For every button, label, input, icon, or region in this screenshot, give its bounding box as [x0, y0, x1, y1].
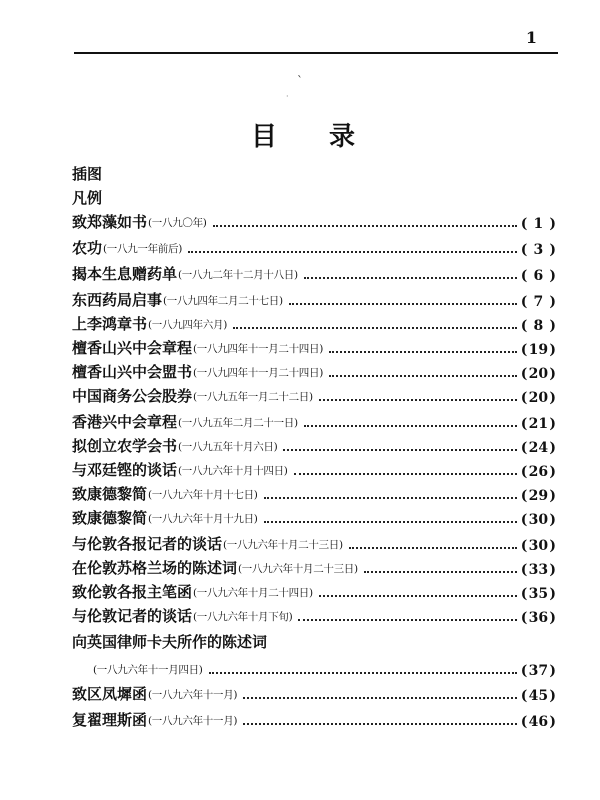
toc-entry	[72, 382, 556, 406]
page-title: 目录	[250, 122, 407, 152]
entry-date: (一八九四年六月)	[148, 319, 228, 331]
entry-page-number: (29)	[520, 488, 556, 504]
ink-speck: ˋ	[297, 74, 303, 88]
entry-page-number: ( 1 )	[520, 216, 556, 232]
entry-page-number: (19)	[520, 342, 556, 358]
entry-date: (一八九五年二月二十一日)	[178, 417, 298, 429]
entry-page-number: (46)	[520, 714, 556, 730]
entry-date: (一八九六年十月下旬)	[193, 611, 293, 623]
entry-page-number: (26)	[520, 464, 556, 480]
entry-date: (一八九五年一月二十二日)	[193, 391, 313, 403]
entry-title: 檀香山兴中会章程	[72, 339, 193, 357]
entry-date: (一八九四年二月二十七日)	[163, 295, 283, 307]
entry-date: (一八九二年十二月十八日)	[178, 269, 298, 281]
entry-title: 致区凤墀函	[72, 685, 148, 703]
leader-dots	[294, 473, 517, 475]
entry-title: 拟创立农学会书	[72, 437, 178, 455]
toc-entry	[72, 432, 556, 456]
leader-dots	[304, 277, 517, 279]
entry-title: 致郑藻如书	[72, 213, 148, 231]
toc-entry	[72, 310, 556, 334]
leader-dots	[264, 521, 517, 523]
leader-dots	[188, 251, 517, 253]
entry-page-number: (24)	[520, 440, 556, 456]
header-rule	[74, 52, 558, 54]
leader-dots	[289, 303, 517, 305]
entry-date: (一八九六年十月二十三日)	[223, 539, 343, 551]
leader-dots	[213, 225, 517, 227]
entry-page-number: ( 6 )	[520, 268, 556, 284]
leader-dots	[329, 375, 517, 377]
entry-page-number: (37)	[520, 663, 556, 679]
toc-entry	[72, 234, 556, 258]
toc-entry	[72, 680, 556, 704]
toc-entry	[72, 260, 556, 284]
entry-page-number: (45)	[520, 688, 556, 704]
entry-date: (一八九四年十一月二十四日)	[193, 343, 324, 355]
leader-dots	[209, 672, 517, 674]
leader-dots	[264, 497, 517, 499]
toc-entry	[72, 480, 556, 504]
toc-entry	[72, 706, 556, 730]
entry-date: (一八九六年十月二十三日)	[238, 563, 358, 575]
leader-dots	[243, 723, 517, 725]
toc-entry	[72, 334, 556, 358]
entry-title: 向英国律师卡夫所作的陈述词	[72, 633, 268, 651]
entry-title: 中国商务公会股券	[72, 387, 193, 405]
entry-date: (一八九六年十月十四日)	[178, 465, 288, 477]
toc-entry	[72, 628, 556, 652]
entry-title: 致伦敦各报主笔函	[72, 583, 193, 601]
leader-dots	[364, 571, 517, 573]
entry-page-number: (30)	[520, 512, 556, 528]
toc-entry	[72, 554, 556, 578]
leader-dots	[319, 595, 517, 597]
ink-speck: ·	[286, 92, 289, 101]
toc-entry	[72, 655, 556, 679]
entry-date: (一八九六年十一月)	[148, 689, 238, 701]
entry-title: 与伦敦记者的谈话	[72, 607, 193, 625]
entry-title: 农功	[72, 239, 103, 257]
entry-page-number: (36)	[520, 610, 556, 626]
page-number: 1	[525, 28, 537, 47]
entry-date: (一八九六年十一月)	[148, 715, 238, 727]
entry-date: (一八九六年十月十九日)	[148, 513, 258, 525]
entry-page-number: (20)	[520, 390, 556, 406]
entry-title: 东西药局启事	[72, 291, 163, 309]
entry-date: (一八九〇年)	[148, 217, 207, 229]
entry-title: 与邓廷铿的谈话	[72, 461, 178, 479]
entry-title: 插图	[72, 165, 103, 183]
toc-entry	[72, 286, 556, 310]
toc-entry	[72, 184, 556, 208]
entry-title: 香港兴中会章程	[72, 413, 178, 431]
leader-dots	[304, 425, 517, 427]
entry-date: (一八九六年十月十七日)	[148, 489, 258, 501]
entry-date: (一八九一年前后)	[103, 243, 183, 255]
leader-dots	[329, 351, 517, 353]
entry-page-number: (33)	[520, 562, 556, 578]
entry-page-number: ( 7 )	[520, 294, 556, 310]
entry-title: 在伦敦苏格兰场的陈述词	[72, 559, 238, 577]
toc-entry	[72, 504, 556, 528]
entry-date: (一八九五年十月六日)	[178, 441, 278, 453]
entry-date: (一八九四年十一月二十四日)	[193, 367, 324, 379]
leader-dots	[349, 547, 517, 549]
toc-entry	[72, 208, 556, 232]
entry-page-number: (20)	[520, 366, 556, 382]
entry-page-number: (30)	[520, 538, 556, 554]
entry-title: 凡例	[72, 189, 103, 207]
toc-entry	[72, 358, 556, 382]
toc-entry	[72, 578, 556, 602]
entry-page-number: ( 3 )	[520, 242, 556, 258]
entry-title: 揭本生息赠药单	[72, 265, 178, 283]
entry-page-number: (21)	[520, 416, 556, 432]
entry-title: 致康德黎简	[72, 509, 148, 527]
entry-page-number: ( 8 )	[520, 318, 556, 334]
toc-entry	[72, 408, 556, 432]
leader-dots	[319, 399, 517, 401]
entry-title: 致康德黎简	[72, 485, 148, 503]
toc-entry	[72, 160, 556, 184]
toc-entry	[72, 456, 556, 480]
entry-title: 上李鸿章书	[72, 315, 148, 333]
entry-title: 与伦敦各报记者的谈话	[72, 535, 223, 553]
toc-entry	[72, 530, 556, 554]
leader-dots	[298, 619, 516, 621]
entry-date: (一八九六年十月二十四日)	[193, 587, 313, 599]
leader-dots	[233, 327, 517, 329]
entry-title: 檀香山兴中会盟书	[72, 363, 193, 381]
toc-entry	[72, 602, 556, 626]
leader-dots	[283, 449, 516, 451]
entry-title: 复翟理斯函	[72, 711, 148, 729]
entry-date: (一八九六年十一月四日)	[93, 664, 203, 676]
entry-page-number: (35)	[520, 586, 556, 602]
leader-dots	[243, 697, 517, 699]
